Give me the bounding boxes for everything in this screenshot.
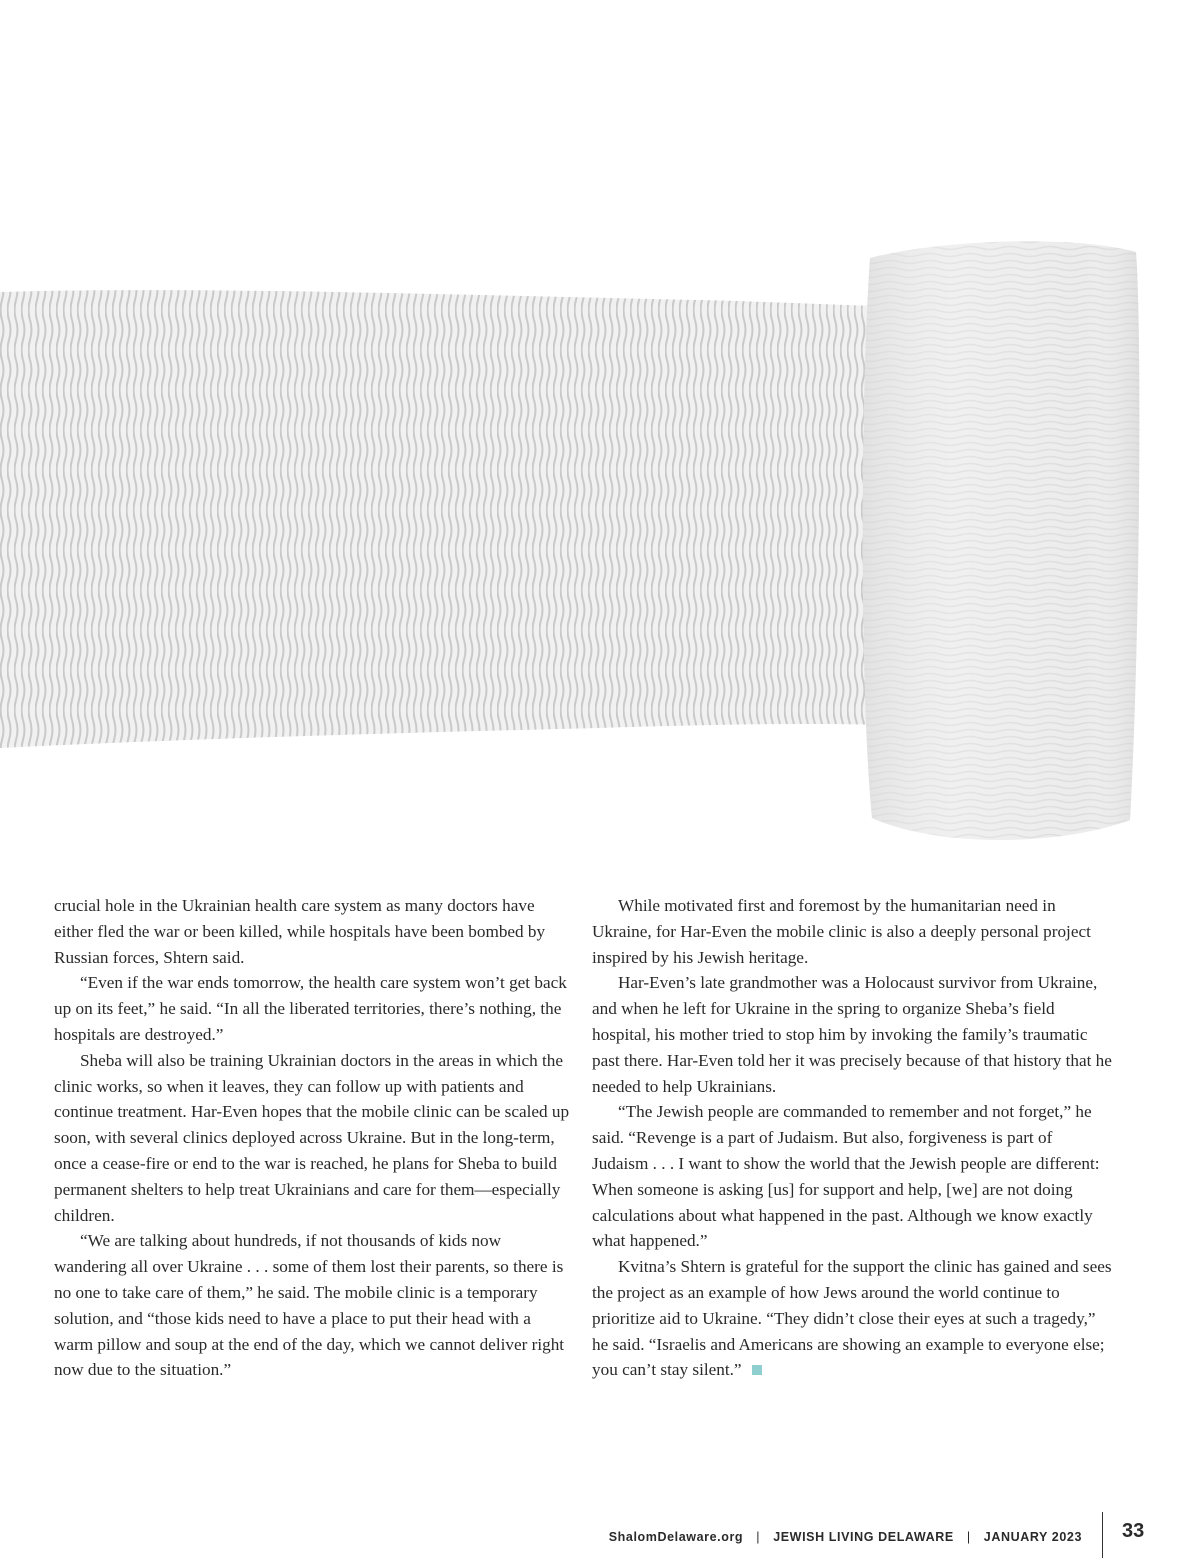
paragraph: Sheba will also be training Ukrainian doctors in the areas in which the clinic works, so when it leaves, they can follow up with patients and continue treatment. Har-Even hopes that the mobile clinic can be scaled up soon, with several clinics deployed across Ukraine. But in the long-term, once a cease-fire or end to the war is reached, he plans for Sheba to build permanent shelters to help treat Ukrainians and care for them—especially children. [54,1050,570,1225]
paragraph: “Even if the war ends tomorrow, the health care system won’t get back up on its feet,” he said. “In all the liberated territories, there’s nothing, the hospitals are destroyed.” [54,973,567,1044]
page-number: 33 [1122,1520,1145,1542]
footer-publication: JEWISH LIVING DELAWARE [773,1530,954,1544]
footer-date: JANUARY 2023 [983,1530,1082,1544]
paragraph: “The Jewish people are commanded to remember and not forget,” he said. “Revenge is a part of Judaism. But also, forgiveness is part of Judaism . . . I want to show the world that the Jewish people are different: When someone is asking [us] for support and help, [we] are not doing calculations about what happened in the past. Although we know exactly what happened.” [592,1102,1100,1251]
footer-divider [1102,1512,1103,1558]
paragraph-last [592,1254,1112,1383]
article-column-left [54,893,574,1383]
article-column-right [592,893,1112,1383]
paragraph: Har-Even’s late grandmother was a Holocaust survivor from Ukraine, and when he left for Ukraine in the spring to organize Sheba’s field hospital, his mother tried to stop him by invoking the family’s traumatic past there. Har-Even told her it was precisely because of that history that he needed to help Ukrainians. [592,973,1112,1096]
paragraph: crucial hole in the Ukrainian health care system as many doctors have either fled the war or been killed, while hospitals have been bombed by Russian forces, Shtern said. [54,896,546,967]
paragraph-text: Kvitna’s Shtern is grateful for the support the clinic has gained and sees the project as an example of how Jews around the world continue to prioritize aid to Ukraine. “They didn’t close their eyes at such a tragedy,” he said. “Israelis and Americans are showing an example to everyone else; you can’t stay silent.” [592,1257,1112,1380]
footer-separator: | [756,1530,761,1544]
paragraph: While motivated first and foremost by the humanitarian need in Ukraine, for Har-Even the mobile clinic is also a deeply personal project inspired by his Jewish heritage. [592,896,1091,967]
end-of-article-square-icon [752,1365,762,1375]
footer-website: ShalomDelaware.org [608,1530,744,1544]
page-footer [609,1530,1082,1544]
footer-separator: | [966,1530,971,1544]
paragraph: “We are talking about hundreds, if not thousands of kids now wandering all over Ukraine . . . some of them lost their parents, so there is no one to take care of them,” he said. The mobile clinic is a temporary solution, and “those kids need to have a place to put their head with a warm pillow and soup at the end of the day, which we cannot deliver right now due to the situation.” [54,1231,565,1380]
